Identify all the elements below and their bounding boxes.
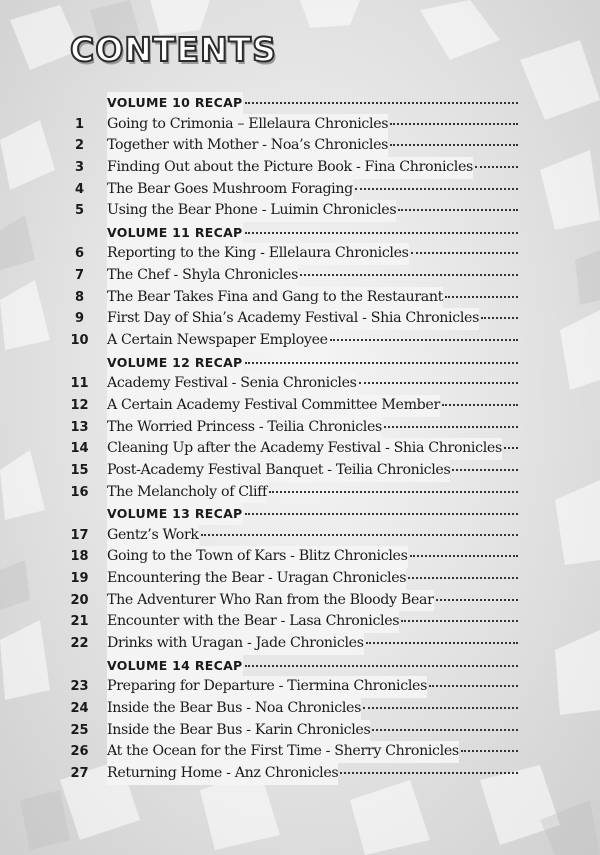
toc-chapter-number: 10 <box>70 333 89 349</box>
toc-chapter-number: 12 <box>70 397 89 413</box>
toc-entry-title: Drinks with Uragan - Jade Chronicles <box>107 633 364 655</box>
toc-entry-title: Academy Festival - Senia Chronicles <box>107 373 357 395</box>
toc-chapter-number: 21 <box>70 614 89 630</box>
toc-entry[interactable] <box>56 373 518 395</box>
toc-chapter-number: 22 <box>70 636 89 652</box>
toc-entry[interactable] <box>56 676 518 698</box>
toc-entry-title: The Worried Princess - Teilia Chronicles <box>107 417 382 439</box>
toc-entry-body <box>107 503 518 525</box>
toc-entry[interactable] <box>56 330 518 352</box>
toc-entry-title: Inside the Bear Bus - Karin Chronicles <box>107 720 370 742</box>
toc-chapter-number: 19 <box>70 571 89 587</box>
dot-leader <box>452 465 518 471</box>
dot-leader <box>363 703 518 709</box>
toc-entry-title: Cleaning Up after the Academy Festival - Shia Chronicles <box>107 438 502 460</box>
toc-entry-body <box>107 135 518 157</box>
toc-chapter-number: 8 <box>74 289 85 305</box>
toc-entry-body <box>107 417 518 439</box>
toc-chapter-number: 18 <box>70 549 89 565</box>
toc-chapter-number: 11 <box>70 376 89 392</box>
toc-entry-body <box>107 287 518 309</box>
toc-entry-body <box>107 114 518 136</box>
toc-chapter-number: 26 <box>70 744 89 760</box>
toc-entry-title: The Melancholy of Cliff <box>107 482 267 504</box>
toc-entry-body <box>107 243 518 265</box>
toc-entry-title: Going to Crimonia – Ellelaura Chronicles <box>107 114 388 136</box>
dot-leader <box>504 443 518 449</box>
dot-leader <box>398 205 518 211</box>
toc-chapter-number: 3 <box>74 159 85 175</box>
toc-entry[interactable] <box>56 265 518 287</box>
toc-entry-body <box>107 590 518 612</box>
toc-entry-body <box>107 482 518 504</box>
toc-entry-title: Preparing for Departure - Tiermina Chronicles <box>107 676 427 698</box>
toc-chapter-number: 25 <box>70 722 89 738</box>
toc-entry[interactable] <box>56 308 518 330</box>
toc-entry-title: The Chef - Shyla Chronicles <box>107 265 298 287</box>
toc-entry-body <box>107 438 518 460</box>
toc-entry-title: VOLUME 10 RECAP <box>107 92 243 114</box>
toc-entry-title: At the Ocean for the First Time - Sherry Chronicles <box>107 741 459 763</box>
toc-entry-body <box>107 460 518 482</box>
toc-entry-body <box>107 265 518 287</box>
dot-leader <box>245 509 519 515</box>
dot-leader <box>355 184 518 190</box>
toc-entry[interactable] <box>56 460 518 482</box>
toc-entry-title: Using the Bear Phone - Luimin Chronicles <box>107 200 396 222</box>
toc-entry-body <box>107 655 518 677</box>
toc-chapter-number: 20 <box>70 592 89 608</box>
toc-volume-recap[interactable] <box>56 92 518 114</box>
dot-leader <box>390 140 518 146</box>
toc-entry[interactable] <box>56 525 518 547</box>
toc-entry-title: A Certain Academy Festival Committee Member <box>107 395 440 417</box>
toc-chapter-number: 6 <box>74 246 85 262</box>
table-of-contents <box>56 92 518 785</box>
toc-entry[interactable] <box>56 179 518 201</box>
toc-entry[interactable] <box>56 200 518 222</box>
toc-entry-title: Finding Out about the Picture Book - Fina Chronicles <box>107 157 473 179</box>
toc-entry[interactable] <box>56 611 518 633</box>
toc-chapter-number: 4 <box>74 181 85 197</box>
toc-entry-body <box>107 698 518 720</box>
dot-leader <box>372 725 518 731</box>
toc-entry[interactable] <box>56 135 518 157</box>
toc-chapter-number: 9 <box>74 311 85 327</box>
toc-chapter-number: 13 <box>70 419 89 435</box>
toc-volume-recap[interactable] <box>56 503 518 525</box>
toc-entry[interactable] <box>56 438 518 460</box>
page-title: CONTENTS <box>70 30 277 69</box>
toc-volume-recap[interactable] <box>56 655 518 677</box>
toc-entry-title: VOLUME 14 RECAP <box>107 655 243 677</box>
dot-leader <box>245 661 519 667</box>
dot-leader <box>384 422 518 428</box>
dot-leader <box>411 248 518 254</box>
toc-entry-title: Inside the Bear Bus - Noa Chronicles <box>107 698 361 720</box>
toc-entry-body <box>107 676 518 698</box>
toc-entry-title: Encounter with the Bear - Lasa Chronicles <box>107 611 399 633</box>
dot-leader <box>330 335 518 341</box>
toc-chapter-number: 15 <box>70 462 89 478</box>
toc-entry-title: Returning Home - Anz Chronicles <box>107 763 338 785</box>
toc-chapter-number: 23 <box>70 679 89 695</box>
toc-entry-body <box>107 179 518 201</box>
toc-entry[interactable] <box>56 698 518 720</box>
toc-chapter-number: 24 <box>70 700 89 716</box>
toc-entry[interactable] <box>56 546 518 568</box>
toc-entry-body <box>107 720 518 742</box>
toc-entry[interactable] <box>56 590 518 612</box>
dot-leader <box>481 313 518 319</box>
toc-entry[interactable] <box>56 482 518 504</box>
dot-leader <box>475 162 518 168</box>
toc-volume-recap[interactable] <box>56 352 518 374</box>
toc-entry-title: Encountering the Bear - Uragan Chronicles <box>107 568 406 590</box>
dot-leader <box>340 768 518 774</box>
toc-entry-body <box>107 741 518 763</box>
dot-leader <box>245 228 519 234</box>
toc-entry-body <box>107 222 518 244</box>
toc-entry-body <box>107 373 518 395</box>
toc-chapter-number: 27 <box>70 765 89 781</box>
toc-entry-body <box>107 546 518 568</box>
toc-entry-body <box>107 92 518 114</box>
dot-leader <box>366 638 518 644</box>
dot-leader <box>442 400 518 406</box>
dot-leader <box>408 573 518 579</box>
toc-entry-title: Reporting to the King - Ellelaura Chronicles <box>107 243 409 265</box>
toc-entry-body <box>107 352 518 374</box>
toc-volume-recap[interactable] <box>56 222 518 244</box>
dot-leader <box>300 270 518 276</box>
toc-chapter-number: 14 <box>70 441 89 457</box>
toc-entry[interactable] <box>56 633 518 655</box>
toc-entry-body <box>107 395 518 417</box>
toc-entry-body <box>107 200 518 222</box>
toc-entry-title: Post-Academy Festival Banquet - Teilia Chronicles <box>107 460 450 482</box>
dot-leader <box>461 746 518 752</box>
toc-entry-title: Gentz’s Work <box>107 525 199 547</box>
dot-leader <box>410 551 518 557</box>
toc-entry[interactable] <box>56 243 518 265</box>
toc-entry-title: First Day of Shia’s Academy Festival - Shia Chronicles <box>107 308 479 330</box>
toc-chapter-number: 2 <box>74 138 85 154</box>
dot-leader <box>359 378 518 384</box>
toc-entry[interactable] <box>56 763 518 785</box>
dot-leader <box>269 487 518 493</box>
toc-entry-body <box>107 525 518 547</box>
toc-chapter-number: 17 <box>70 527 89 543</box>
toc-entry-body <box>107 330 518 352</box>
toc-chapter-number: 7 <box>74 268 85 284</box>
dot-leader <box>436 595 518 601</box>
toc-entry[interactable] <box>56 395 518 417</box>
dot-leader <box>429 681 518 687</box>
toc-entry-body <box>107 633 518 655</box>
toc-chapter-number: 5 <box>74 203 85 219</box>
dot-leader <box>201 530 518 536</box>
toc-chapter-number: 1 <box>74 116 85 132</box>
toc-entry[interactable] <box>56 741 518 763</box>
toc-entry-body <box>107 568 518 590</box>
toc-entry[interactable] <box>56 114 518 136</box>
toc-chapter-number: 16 <box>70 484 89 500</box>
dot-leader <box>390 119 518 125</box>
toc-entry-body <box>107 308 518 330</box>
toc-entry-title: The Bear Goes Mushroom Foraging <box>107 179 353 201</box>
toc-entry-title: VOLUME 13 RECAP <box>107 503 243 525</box>
toc-entry-title: Going to the Town of Kars - Blitz Chronicles <box>107 546 408 568</box>
toc-entry-title: Together with Mother - Noa’s Chronicles <box>107 135 388 157</box>
dot-leader <box>401 616 518 622</box>
toc-entry[interactable] <box>56 417 518 439</box>
toc-entry-body <box>107 157 518 179</box>
dot-leader <box>245 98 519 104</box>
toc-entry-title: VOLUME 11 RECAP <box>107 222 243 244</box>
toc-entry-title: A Certain Newspaper Employee <box>107 330 328 352</box>
toc-entry[interactable] <box>56 287 518 309</box>
toc-entry[interactable] <box>56 720 518 742</box>
toc-entry-body <box>107 611 518 633</box>
toc-entry-title: VOLUME 12 RECAP <box>107 352 243 374</box>
dot-leader <box>245 358 519 364</box>
toc-entry[interactable] <box>56 157 518 179</box>
toc-entry-title: The Adventurer Who Ran from the Bloody Bear <box>107 590 434 612</box>
toc-entry-body <box>107 763 518 785</box>
toc-entry[interactable] <box>56 568 518 590</box>
dot-leader <box>445 292 518 298</box>
toc-entry-title: The Bear Takes Fina and Gang to the Restaurant <box>107 287 443 309</box>
